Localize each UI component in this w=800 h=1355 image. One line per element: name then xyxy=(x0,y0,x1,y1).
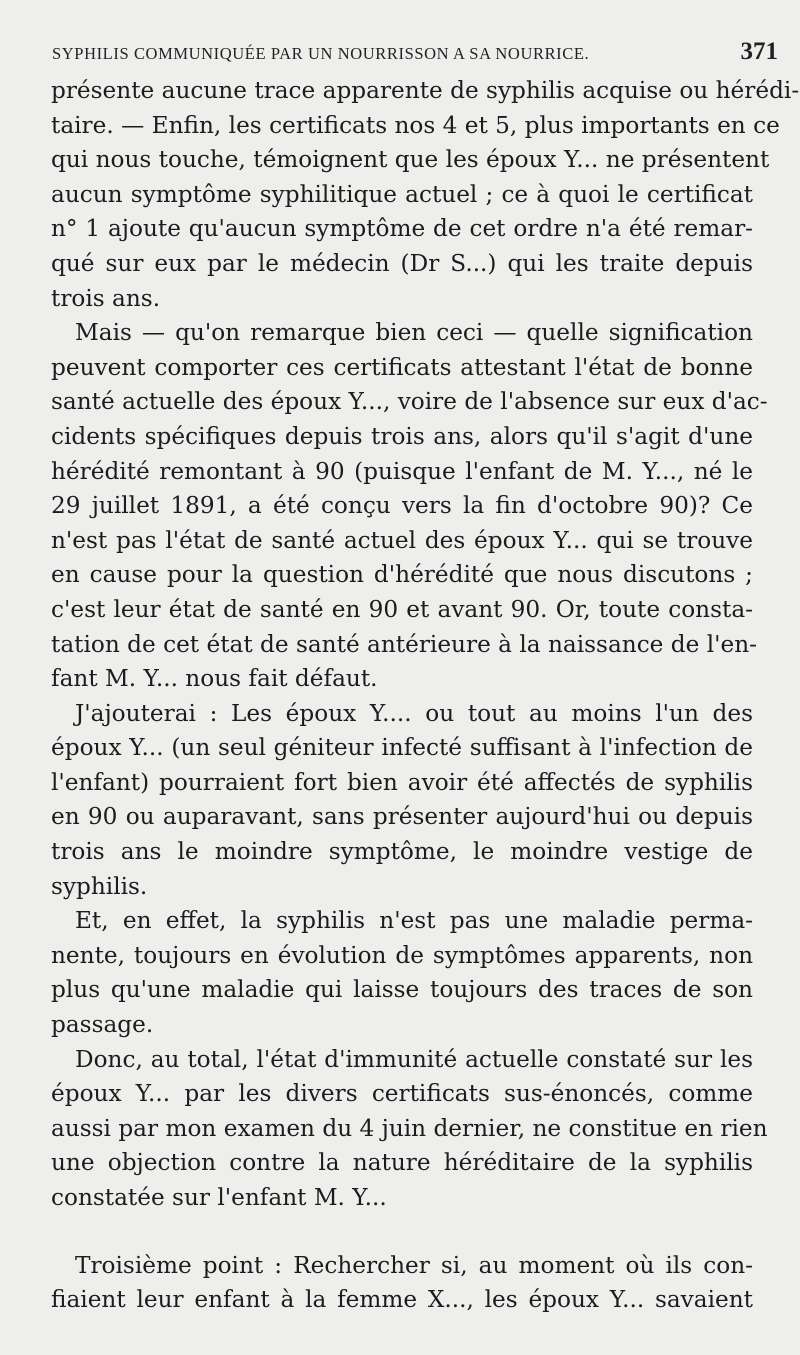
text-line: n'est pas l'état de santé actuel des époux Y... qui se trouve xyxy=(51,526,753,554)
page-header xyxy=(52,38,778,72)
text-line: nente, toujours en évolution de symptômes apparents, non xyxy=(51,941,753,969)
text-line: époux Y... par les divers certificats sus-énoncés, comme xyxy=(51,1080,753,1108)
paragraph-5 xyxy=(51,1043,768,1216)
text-line: J'ajouterai : Les époux Y.... ou tout au moins l'un des xyxy=(75,699,753,727)
paragraph-3 xyxy=(51,697,753,905)
text-line: passage. xyxy=(51,1011,154,1039)
text-line: plus qu'une maladie qui laisse toujours des traces de son xyxy=(51,976,753,1004)
paragraph-6 xyxy=(51,1249,753,1318)
text-line: hérédité remontant à 90 (puisque l'enfant de M. Y..., né le xyxy=(51,457,753,485)
text-line: santé actuelle des époux Y..., voire de l'absence sur eux d'ac- xyxy=(51,388,768,416)
text-line: Mais — qu'on remarque bien ceci — quelle signification xyxy=(75,319,753,347)
running-title: SYPHILIS COMMUNIQUÉE PAR UN NOURRISSON A SA NOURRICE. xyxy=(52,44,590,63)
text-line: taire. — Enfin, les certificats nos 4 et 5, plus importants en ce xyxy=(51,111,780,139)
text-line: constatée sur l'enfant M. Y... xyxy=(51,1184,387,1211)
text-line: tation de cet état de santé antérieure à la naissance de l'en- xyxy=(51,630,757,658)
text-line: une objection contre la nature héréditaire de la syphilis xyxy=(51,1149,753,1177)
text-line: Et, en effet, la syphilis n'est pas une maladie perma- xyxy=(75,907,753,935)
text-line: en 90 ou auparavant, sans présenter aujourd'hui ou depuis xyxy=(51,803,753,831)
body-text xyxy=(51,74,800,1318)
text-line: Troisième point : Rechercher si, au moment où ils con- xyxy=(75,1251,753,1279)
paragraph-1 xyxy=(51,74,800,316)
text-line: fiaient leur enfant à la femme X..., les époux Y... savaient xyxy=(51,1286,753,1314)
text-line: aucun symptôme syphilitique actuel ; ce à quoi le certificat xyxy=(51,180,753,208)
text-line: présente aucune trace apparente de syphilis acquise ou hérédi- xyxy=(51,77,800,104)
text-line: peuvent comporter ces certificats attestant l'état de bonne xyxy=(51,353,753,381)
text-line: 29 juillet 1891, a été conçu vers la fin d'octobre 90)? Ce xyxy=(51,492,753,520)
paragraph-2 xyxy=(51,316,768,697)
text-line: c'est leur état de santé en 90 et avant 90. Or, toute consta- xyxy=(51,595,753,623)
text-line: cidents spécifiques depuis trois ans, alors qu'il s'agit d'une xyxy=(51,422,753,450)
text-line: qui nous touche, témoignent que les époux Y... ne présentent xyxy=(51,146,770,174)
text-line: n° 1 ajoute qu'aucun symptôme de cet ordre n'a été remar- xyxy=(51,215,753,243)
text-line: époux Y... (un seul géniteur infecté suffisant à l'infection de xyxy=(51,734,753,762)
page-number: 371 xyxy=(740,38,778,65)
text-line: aussi par mon examen du 4 juin dernier, ne constitue en rien xyxy=(51,1114,768,1142)
section-gap xyxy=(51,1216,753,1249)
text-line: Donc, au total, l'état d'immunité actuelle constaté sur les xyxy=(75,1045,753,1073)
text-line: syphilis. xyxy=(51,872,148,900)
text-line: en cause pour la question d'hérédité que nous discutons ; xyxy=(51,561,753,589)
text-line: trois ans le moindre symptôme, le moindre vestige de xyxy=(51,838,753,866)
paragraph-4 xyxy=(51,904,753,1042)
text-line: trois ans. xyxy=(51,284,161,312)
text-line: qué sur eux par le médecin (Dr S...) qui les traite depuis xyxy=(51,249,753,277)
text-line: fant M. Y... nous fait défaut. xyxy=(51,665,378,693)
text-line: l'enfant) pourraient fort bien avoir été affectés de syphilis xyxy=(51,768,753,796)
